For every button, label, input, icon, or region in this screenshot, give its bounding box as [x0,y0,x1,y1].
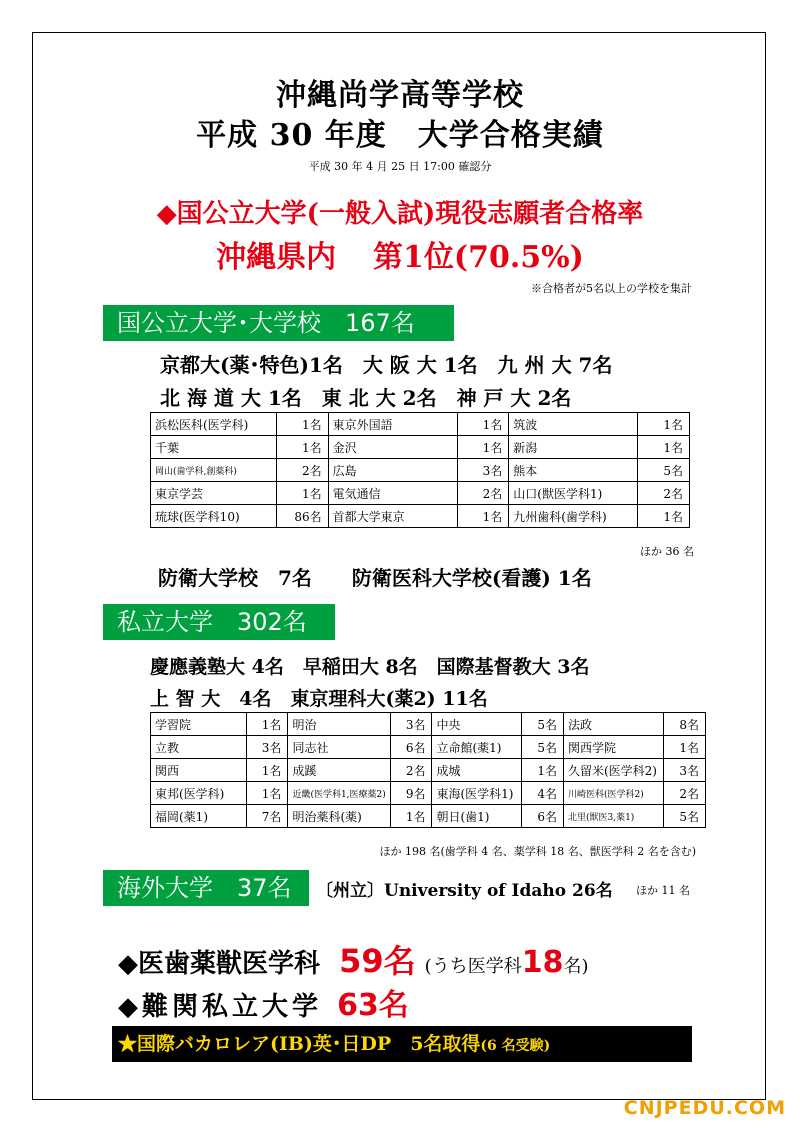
table-row [151,459,690,482]
table-cell-school: 九州歯科(歯学科) [509,505,638,528]
table-cell-count: 3名 [457,459,509,482]
private-banner: 私立大学 302名 [103,604,335,640]
ib-sub: (6 名受験) [480,1038,551,1054]
overseas-detail: 〔州立〕University of Idaho 26名 [316,881,613,901]
table-cell-count: 5名 [638,459,690,482]
table-row [151,505,690,528]
confirmed-date: 平成 30 年 4 月 25 日 17:00 確認分 [308,160,492,173]
table-cell-school: 福岡(薬1) [151,805,247,828]
table-cell-count: 1名 [664,736,706,759]
medical-sub-num: 18 [521,945,564,980]
table-cell-count: 9名 [390,782,432,805]
table-cell-school: 千葉 [151,436,277,459]
private-summary-label: ◆難関私立大学 [118,992,322,1022]
table-cell-count: 1名 [457,436,509,459]
table-cell-count: 2名 [390,759,432,782]
table-cell-count: 1名 [638,413,690,436]
private-summary-line [118,980,409,1024]
table-cell-count: 1名 [276,482,328,505]
national-others: ほか 36 名 [640,545,694,558]
national-banner: 国公立大学･大学校 167名 [103,305,454,341]
table-cell-count: 2名 [276,459,328,482]
table-cell-school: 首都大学東京 [328,505,457,528]
table-cell-school: 立命館(薬1) [432,736,522,759]
table-cell-school: 琉球(医学科10) [151,505,277,528]
private-summary-count: 63名 [337,988,409,1023]
medical-count: 59名 [339,942,416,980]
table-cell-school: 学習院 [151,713,247,736]
table-cell-school: 久留米(医学科2) [563,759,663,782]
table-cell-count: 1名 [522,759,564,782]
table-cell-school: 東京外国語 [328,413,457,436]
table-cell-school: 北里(獣医3,薬1) [563,805,663,828]
table-cell-count: 1名 [638,436,690,459]
table-cell-count: 1名 [457,413,509,436]
private-others: ほか 198 名(歯学科 4 名、薬学科 18 名、獣医学科 2 名を含む) [379,845,696,858]
table-cell-count: 2名 [638,482,690,505]
table-cell-school: 明治 [288,713,390,736]
table-row [151,782,706,805]
table-cell-school: 成蹊 [288,759,390,782]
table-cell-count: 1名 [276,436,328,459]
table-cell-school: 金沢 [328,436,457,459]
table-cell-count: 2名 [664,782,706,805]
overseas-others: ほか 11 名 [636,884,690,897]
table-cell-school: 岡山(歯学科,創薬科) [151,459,277,482]
table-cell-school: 立教 [151,736,247,759]
table-cell-school: 電気通信 [328,482,457,505]
table-cell-school: 東邦(医学科) [151,782,247,805]
medical-label: ◆医歯薬獣医学科 [118,949,320,979]
ib-text: ★国際バカロレア(IB)英･日DP 5名取得 [118,1033,481,1055]
headline-line2 [0,232,800,276]
table-cell-count: 8名 [664,713,706,736]
year-title: 平成 30 年度 大学合格実績 [196,118,604,153]
table-cell-count: 1名 [276,413,328,436]
headline-okinawa: 沖縄県内 [216,240,337,275]
table-cell-school: 近畿(医学科1,医療薬2) [288,782,390,805]
table-cell-count: 1名 [638,505,690,528]
table-cell-count: 3名 [246,736,288,759]
table-cell-school: 山口(獣医学科1) [509,482,638,505]
school-name: 沖縄尚学高等学校 [276,78,524,113]
table-cell-school: 東海(医学科1) [432,782,522,805]
medical-sub-b: 名) [563,956,589,977]
table-cell-school: 関西 [151,759,247,782]
ib-bar [112,1026,692,1062]
private-row1: 慶應義塾大 4名 早稲田大 8名 国際基督教大 3名 [150,656,590,678]
table-cell-school: 成城 [432,759,522,782]
headline-rank: 第1位(70.5%) [373,240,584,275]
table-cell-school: 新潟 [509,436,638,459]
national-row2: 北 海 道 大 1名 東 北 大 2名 神 戸 大 2名 [160,386,572,410]
table-cell-count: 3名 [664,759,706,782]
table-row [151,759,706,782]
table-cell-count: 1名 [246,759,288,782]
medical-line [118,936,588,982]
private-table [150,712,706,828]
table-cell-school: 明治薬科(薬) [288,805,390,828]
table-cell-count: 5名 [664,805,706,828]
table-row [151,805,706,828]
table-cell-count: 1名 [390,805,432,828]
table-cell-count: 1名 [246,782,288,805]
table-cell-count: 2名 [457,482,509,505]
table-cell-count: 5名 [522,736,564,759]
table-cell-school: 同志社 [288,736,390,759]
national-table [150,412,690,528]
table-cell-school: 関西学院 [563,736,663,759]
private-row2: 上 智 大 4名 東京理科大(薬2) 11名 [150,688,488,710]
headline-line1: ◆国公立大学(一般入試)現役志願者合格率 [156,199,644,229]
table-cell-school: 東京学芸 [151,482,277,505]
table-cell-school: 広島 [328,459,457,482]
table-cell-school: 朝日(歯1) [432,805,522,828]
table-cell-count: 7名 [246,805,288,828]
table-cell-school: 法政 [563,713,663,736]
table-cell-school: 熊本 [509,459,638,482]
site-logo: CNJPEDU.COM [623,1097,786,1119]
table-cell-count: 6名 [522,805,564,828]
headline-note: ※合格者が5名以上の学校を集計 [531,282,692,295]
defense-line: 防衛大学校 7名 防衛医科大学校(看護) 1名 [158,566,592,590]
table-row [151,413,690,436]
medical-sub-a: (うち医学科 [424,956,522,977]
table-cell-count: 3名 [390,713,432,736]
table-row [151,713,706,736]
overseas-banner: 海外大学 37名 [103,870,309,906]
table-cell-count: 4名 [522,782,564,805]
table-row [151,482,690,505]
table-row [151,736,706,759]
table-cell-count: 1名 [457,505,509,528]
table-cell-count: 86名 [276,505,328,528]
national-row1: 京都大(薬･特色)1名 大 阪 大 1名 九 州 大 7名 [160,353,613,377]
table-row [151,436,690,459]
table-cell-count: 6名 [390,736,432,759]
table-cell-school: 川崎医科(医学科2) [563,782,663,805]
table-cell-school: 筑波 [509,413,638,436]
table-cell-school: 浜松医科(医学科) [151,413,277,436]
table-cell-count: 1名 [246,713,288,736]
table-cell-school: 中央 [432,713,522,736]
table-cell-count: 5名 [522,713,564,736]
